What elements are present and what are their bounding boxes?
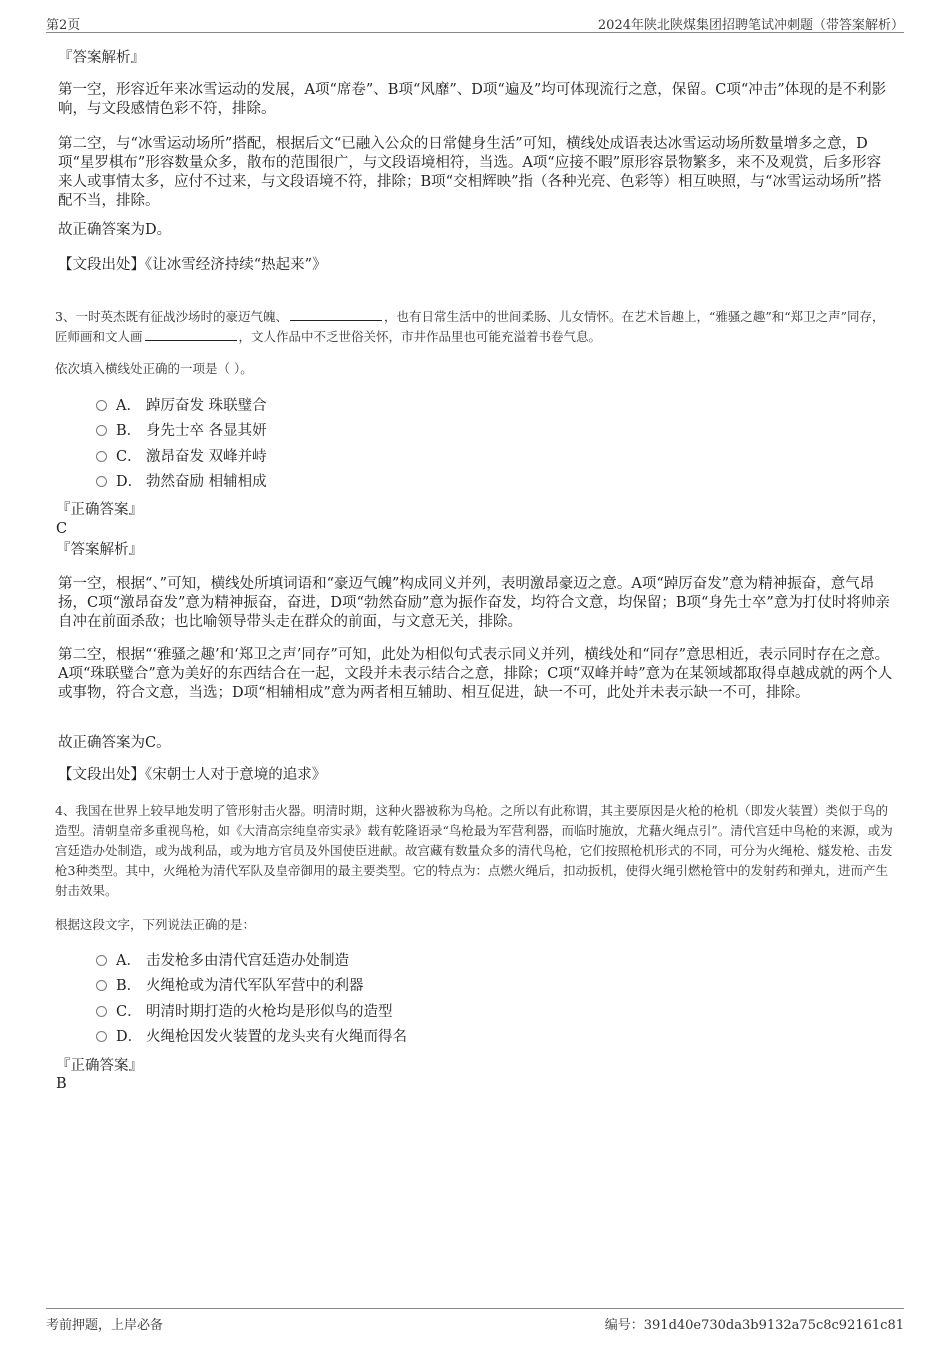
radio-icon[interactable] <box>96 400 107 411</box>
q3-analysis-mark: 『答案解析』 <box>56 542 143 558</box>
page-number: 第2页 <box>46 18 81 33</box>
q3-analysis-p2: 第二空，根据“‘雅骚之趣’和‘郑卫之声’同存”可知，此处为相似句式表示同义并列，横线处和“同存”意思相近，表示同时存在之意。A项“珠联璧合”意为美好的东西结合在一起，文段并未表示结合之意，排除；C项“双峰并峙”意为在某领域都取得卓越成就的两个人或事物，符合文意，当选；D项“相辅相成”意为两者相互辅助、相互促进，缺一不可，此处并未表示缺一不可，排除。 <box>58 647 893 701</box>
q3-option-d[interactable] <box>96 472 267 492</box>
option-text: 勃然奋励 相辅相成 <box>146 474 267 490</box>
option-text: 明清时期打造的火枪均是形似鸟的造型 <box>146 1004 393 1020</box>
radio-icon[interactable] <box>96 425 107 436</box>
option-letter: A． <box>116 398 141 414</box>
q3-source: 【文段出处】《宋朝士人对于意境的追求》 <box>58 767 327 783</box>
q3-option-b[interactable] <box>96 421 267 441</box>
option-text: 火绳枪因发火装置的龙头夹有火绳而得名 <box>146 1029 407 1045</box>
q3-blank-2 <box>145 329 237 341</box>
option-letter: D． <box>116 474 143 490</box>
q3-stem-part3: ，文人作品中不乏世俗关怀，市井作品里也可能充溢着书卷气息。 <box>238 329 602 344</box>
q3-option-c[interactable] <box>96 447 267 467</box>
radio-icon[interactable] <box>96 476 107 487</box>
footer-slogan: 考前押题，上岸必备 <box>46 1318 164 1333</box>
q3-stem <box>55 307 895 347</box>
q3-prompt: 依次填入横线处正确的一项是（ ）。 <box>55 361 253 376</box>
option-letter: A． <box>116 953 141 969</box>
page-header <box>46 14 904 32</box>
option-text: 击发枪多由清代宫廷造办处制造 <box>146 953 349 969</box>
q4-correct-mark: 『正确答案』 <box>56 1058 143 1074</box>
q4-prompt: 根据这段文字，下列说法正确的是： <box>55 917 256 932</box>
option-text: 激昂奋发 双峰并峙 <box>146 449 267 465</box>
q3-answer: C <box>56 521 68 537</box>
q2-analysis-p2: 第二空，与“冰雪运动场所”搭配，根据后文“已融入公众的日常健身生活”可知，横线处成语表达冰雪运动场所数量增多之意，D项“星罗棋布”形容数量众多，散布的范围很广，与文段语境相符，当选。A项“应接不暇”原形容景物繁多，来不及观赏，后多形容来人或事情太多，应付不过来，与文段语境不符，排除；B项“交相辉映”指（各种光亮、色彩等）相互映照，与“冰雪运动场所”搭配不当，排除。 <box>58 136 882 209</box>
q3-conclusion: 故正确答案为C。 <box>58 735 171 751</box>
option-letter: D． <box>116 1029 143 1045</box>
q2-analysis-mark: 『答案解析』 <box>58 50 145 66</box>
q3-stem-part1: 3、一时英杰既有征战沙场时的豪迈气魄、 <box>55 309 288 324</box>
option-letter: B． <box>116 978 142 994</box>
header-divider <box>46 32 904 33</box>
q2-analysis-p1: 第一空，形容近年来冰雪运动的发展，A项“席卷”、B项“风靡”、D项“遍及”均可体现流行之意，保留。C项“冲击”体现的是不利影响，与文段感情色彩不符，排除。 <box>58 82 887 117</box>
radio-icon[interactable] <box>96 1006 107 1017</box>
radio-icon[interactable] <box>96 955 107 966</box>
q2-conclusion: 故正确答案为D。 <box>58 222 172 238</box>
option-letter: C． <box>116 449 142 465</box>
radio-icon[interactable] <box>96 1031 107 1042</box>
document-id: 编号：391d40e730da3b9132a75c8c92161c81 <box>604 1318 904 1333</box>
q4-answer: B <box>56 1076 67 1092</box>
q3-blank-1 <box>290 309 382 321</box>
q4-option-b[interactable] <box>96 976 364 996</box>
option-text: 火绳枪或为清代军队军营中的利器 <box>146 978 364 994</box>
option-letter: C． <box>116 1004 142 1020</box>
q3-analysis-p1: 第一空，根据“、”可知，横线处所填词语和“豪迈气魄”构成同义并列，表明激昂豪迈之意。A项“踔厉奋发”意为精神振奋，意气昂扬，C项“激昂奋发”意为精神振奋，奋进，D项“勃然奋励”意为振作奋发，均符合文意，均保留；B项“身先士卒”意为打仗时将帅亲自冲在前面杀敌；也比喻领导带头走在群众的前面，与文意无关，排除。 <box>58 576 890 630</box>
document-title: 2024年陕北陕煤集团招聘笔试冲刺题（带答案解析） <box>597 18 904 33</box>
option-text: 身先士卒 各显其妍 <box>146 423 267 439</box>
radio-icon[interactable] <box>96 980 107 991</box>
q4-option-d[interactable] <box>96 1027 407 1047</box>
q2-source: 【文段出处】《让冰雪经济持续“热起来”》 <box>58 257 327 273</box>
q4-option-c[interactable] <box>96 1002 393 1022</box>
option-text: 踔厉奋发 珠联璧合 <box>146 398 267 414</box>
q3-stem-part2: ，也有日常生活中的世间柔肠、儿女情怀。在艺术旨趣上，“雅骚之趣”和“郑卫之声”同存，匠师画和文人画 <box>55 309 885 344</box>
q3-correct-mark: 『正确答案』 <box>56 502 143 518</box>
q3-option-a[interactable] <box>96 396 267 416</box>
radio-icon[interactable] <box>96 451 107 462</box>
q4-option-a[interactable] <box>96 951 349 971</box>
option-letter: B． <box>116 423 142 439</box>
q4-stem: 4、我国在世界上较早地发明了管形射击火器。明清时期，这种火器被称为鸟枪。之所以有此称谓，其主要原因是火枪的枪机（即发火装置）类似于鸟的造型。清朝皇帝多重视鸟枪，如《大清高宗纯皇帝实录》载有乾隆语录“鸟枪最为军营利器，而临时施放，尤藉火绳点引”。清代宫廷中鸟枪的来源，或为宫廷造办处制造，或为战利品，或为地方官员及外国使臣进献。故宫藏有数量众多的清代鸟枪，它们按照枪机形式的不同，可分为火绳枪、燧发枪、击发枪3种类型。其中，火绳枪为清代军队及皇帝御用的最主要类型。它的特点为：点燃火绳后，扣动扳机，使得火绳引燃枪管中的发射药和弹丸，进而产生射击效果。 <box>55 803 893 898</box>
footer-divider <box>46 1308 904 1309</box>
